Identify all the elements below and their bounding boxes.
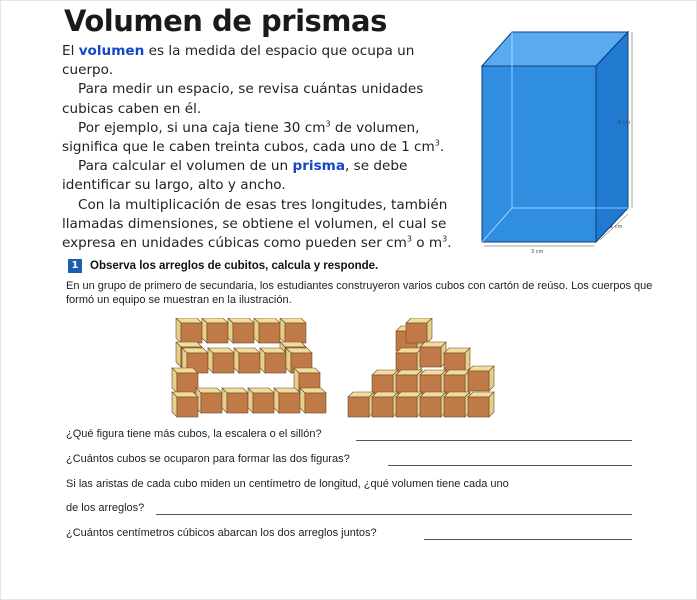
answer-line-1[interactable] xyxy=(356,440,632,441)
prism-front-face xyxy=(482,66,596,242)
cube-figures-illustration xyxy=(168,318,508,418)
exercise-number-badge: 1 xyxy=(68,259,82,273)
staircase-figure xyxy=(348,318,494,417)
intro-paragraph-3: Por ejemplo, si una caja tiene 30 $cm^3$ de volumen, significa que le caben treinta cubos, cada uno de 1 $cm^3$. xyxy=(62,119,445,156)
prism-width-label: 3 cm xyxy=(531,249,544,254)
sofa-figure xyxy=(172,318,326,417)
answer-line-4[interactable] xyxy=(424,539,632,540)
keyword-prisma: prisma xyxy=(292,158,345,175)
question-2: ¿Cuántos cubos se ocuparon para formar las dos figuras? xyxy=(66,453,350,465)
question-3: Si las aristas de cada cubo miden un centímetro de longitud, ¿qué volumen tiene cada uno xyxy=(66,478,509,490)
page-title: Volumen de prismas xyxy=(64,4,387,38)
prism-illustration xyxy=(478,22,638,254)
prism-depth-label: 2 cm xyxy=(610,224,623,230)
answer-line-3[interactable] xyxy=(156,514,632,515)
question-3-continued: de los arreglos? xyxy=(66,502,145,514)
intro-paragraph-5: Con la multiplicación de esas tres longitudes, también llamadas dimensiones, se obtiene el volumen, el cual se expresa en unidades cúbicas como pueden ser $cm^3$ o $m^3$. xyxy=(62,196,452,252)
intro-paragraph-1: El volumen es la medida del espacio que ocupa un cuerpo. xyxy=(62,43,415,79)
answer-line-2[interactable] xyxy=(388,465,632,466)
intro-text xyxy=(62,42,462,253)
question-4: ¿Cuántos centímetros cúbicos abarcan los dos arreglos juntos? xyxy=(66,527,377,539)
prism-height-label: 5 cm xyxy=(618,120,631,126)
question-1: ¿Qué figura tiene más cubos, la escalera o el sillón? xyxy=(66,428,322,440)
exercise-description: En un grupo de primero de secundaria, los estudiantes construyeron varios cubos con cartón de reúso. Los cuerpos que formó un equipo se muestran en la ilustración. xyxy=(66,280,653,306)
intro-paragraph-4: Para calcular el volumen de un prisma, se debe identificar su largo, alto y ancho. xyxy=(62,158,408,194)
intro-paragraph-2: Para medir un espacio, se revisa cuántas unidades cubicas caben en él. xyxy=(62,81,424,117)
keyword-volumen: volumen xyxy=(78,43,145,59)
exercise-instruction: Observa los arreglos de cubitos, calcula y responde. xyxy=(90,260,379,272)
prism-side-face xyxy=(596,32,628,242)
